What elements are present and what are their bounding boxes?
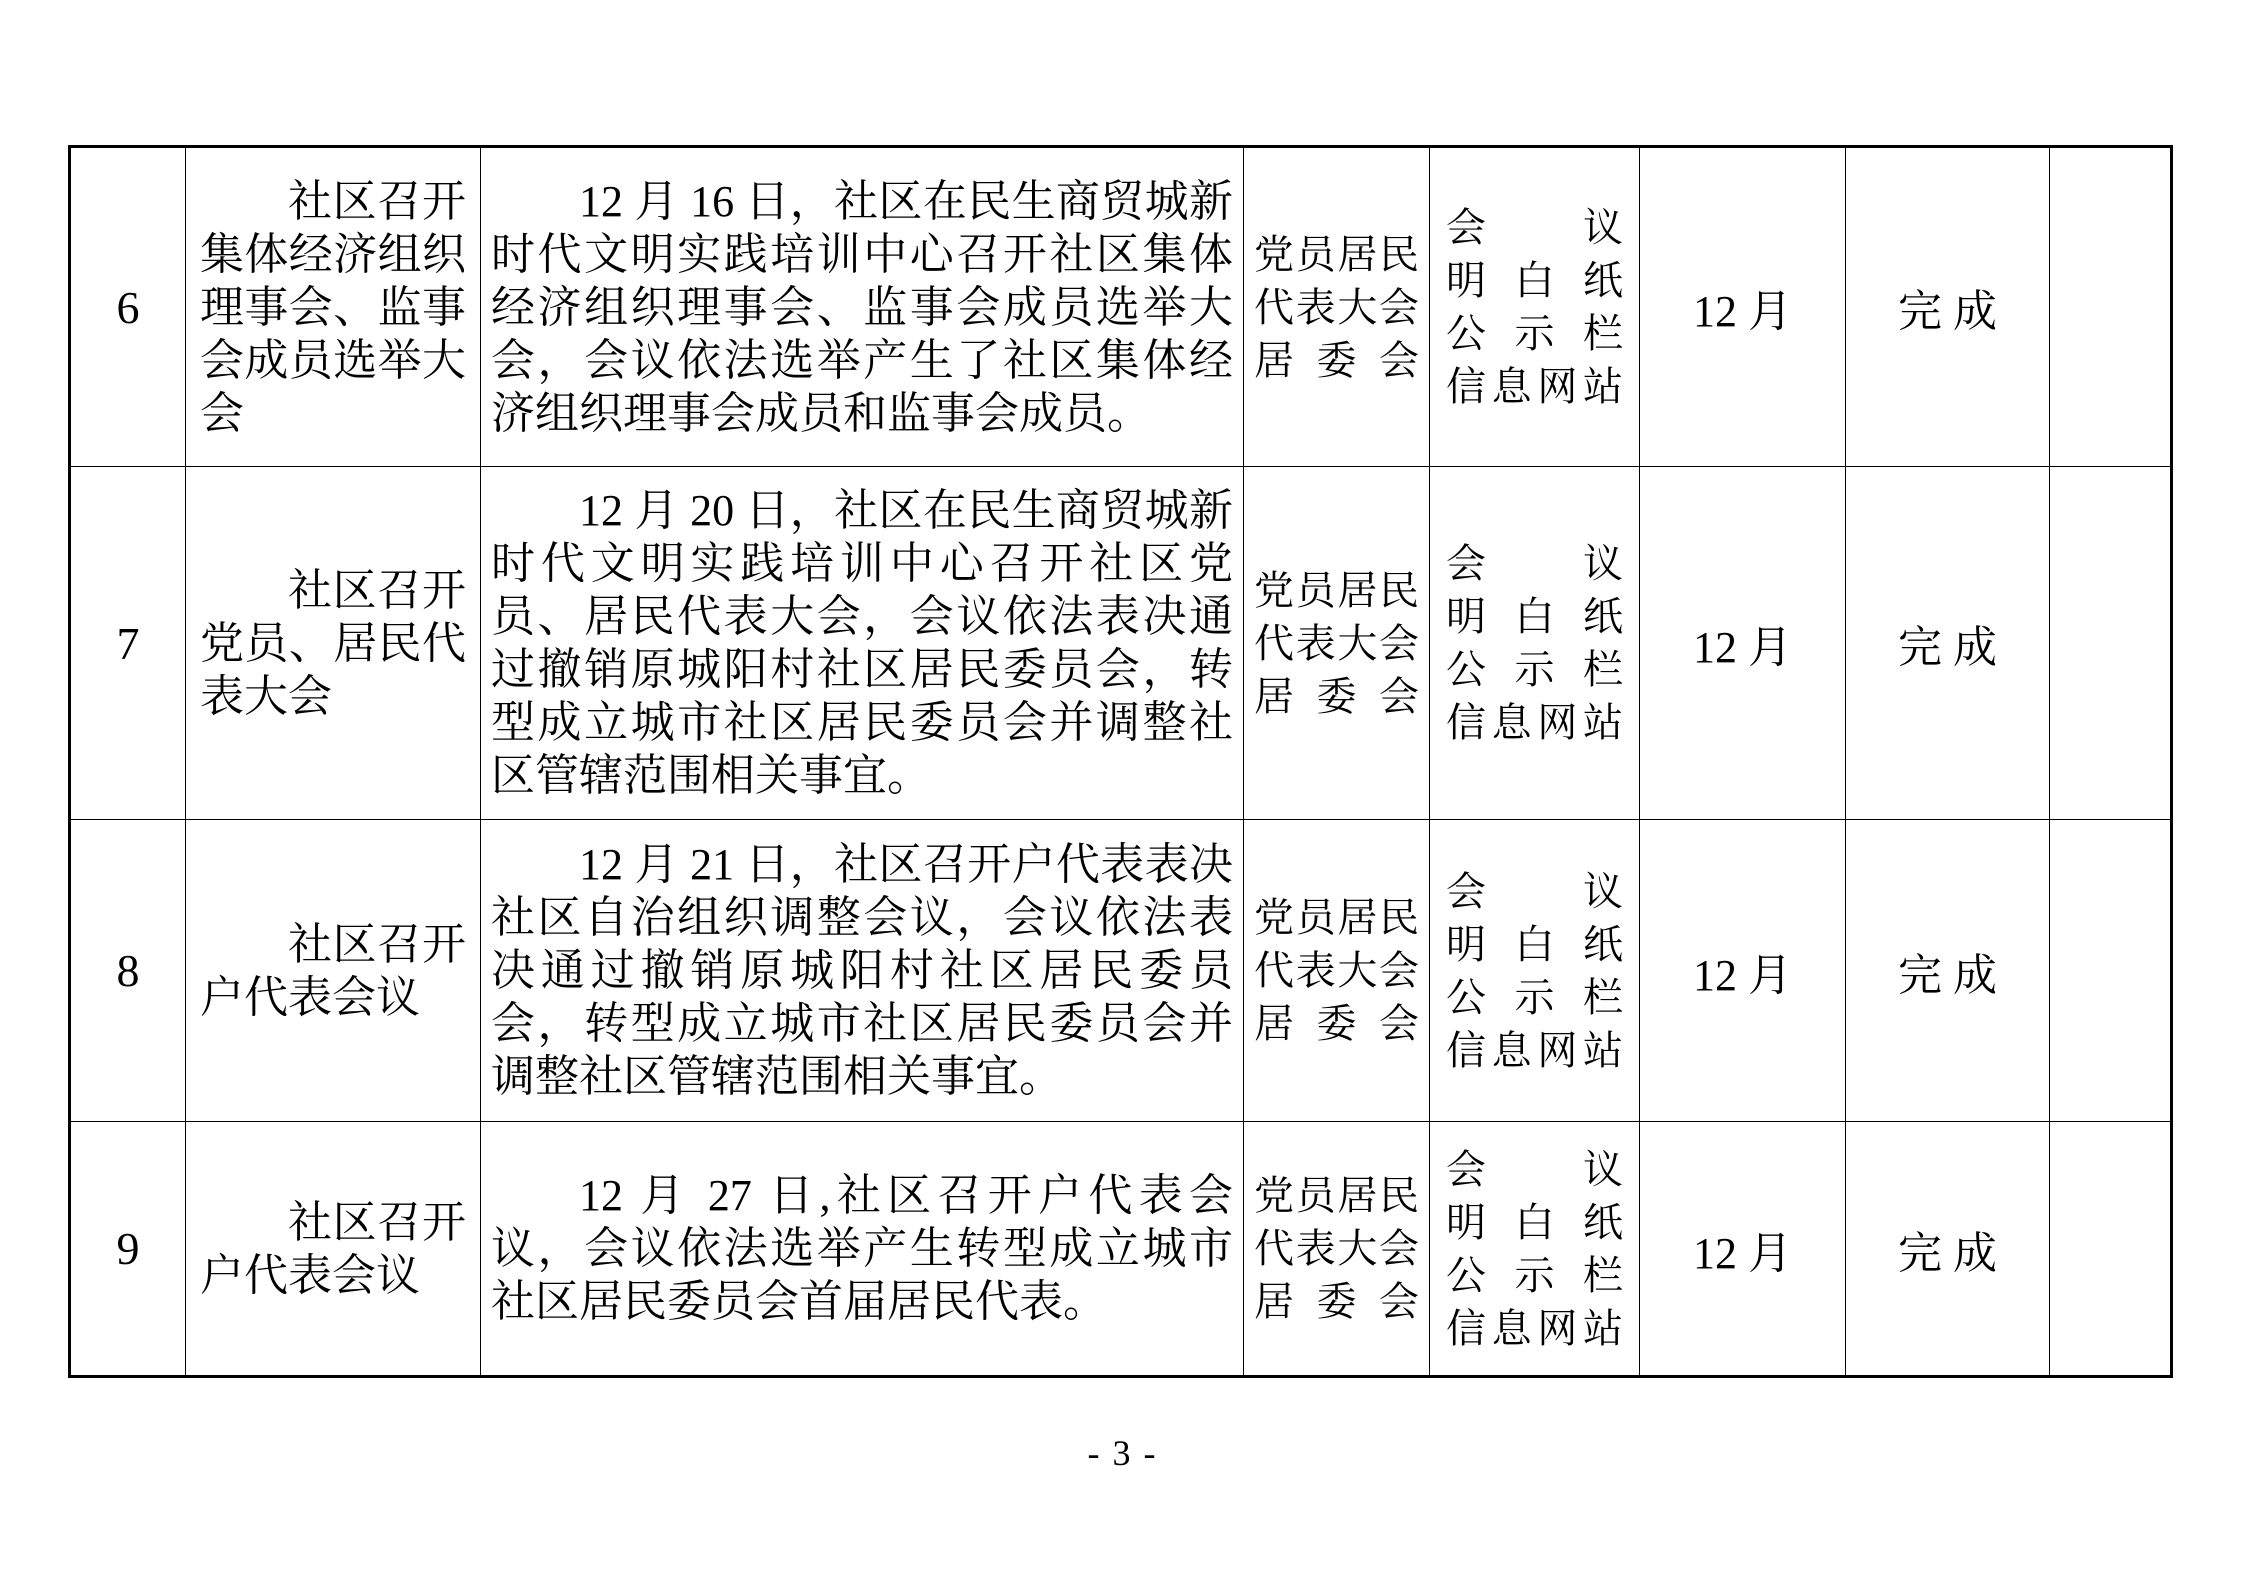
status-value: 完 成 xyxy=(1898,950,1997,1000)
publicity-line: 会议 xyxy=(1446,1146,1623,1192)
participants-cell xyxy=(1244,147,1430,467)
page-number: - 3 - xyxy=(1087,1433,1158,1473)
participants-line: 居委会 xyxy=(1254,1001,1419,1046)
status-cell xyxy=(1846,820,2050,1122)
publicity-cell xyxy=(1430,147,1640,467)
task-description-cell xyxy=(481,1122,1244,1377)
remark-cell xyxy=(2050,1122,2172,1377)
publicity-line: 信息网站 xyxy=(1446,700,1623,745)
publicity-line: 明白纸 xyxy=(1446,1199,1623,1245)
task-title-cell xyxy=(186,467,481,820)
task-description-cell xyxy=(481,467,1244,820)
month-value: 12 月 xyxy=(1693,1228,1792,1278)
publicity-cell xyxy=(1430,467,1640,820)
task-description: 12 月 21 日，社区召开户代表表决社区自治组织调整会议，会议依法表决通过撤销原城阳村社区居民委员会，转型成立城市社区居民委员会并调整社区管辖范围相关事宜。 xyxy=(491,840,1233,1101)
month-cell xyxy=(1640,147,1846,467)
month-value: 12 月 xyxy=(1693,287,1792,336)
task-title-cell xyxy=(186,820,481,1122)
participants-cell xyxy=(1244,467,1430,820)
table-row xyxy=(70,467,2172,820)
status-cell xyxy=(1846,1122,2050,1377)
publicity-cell xyxy=(1430,820,1640,1122)
row-number: 6 xyxy=(116,281,140,333)
task-title: 社区召开集体经济组织理事会、监事会成员选举大会 xyxy=(200,176,466,438)
row-number: 7 xyxy=(116,617,140,669)
participants-line: 代表大会 xyxy=(1254,284,1419,330)
publicity-line: 公示栏 xyxy=(1446,311,1623,356)
task-title: 社区召开户代表会议 xyxy=(200,1197,466,1300)
status-cell xyxy=(1846,147,2050,467)
task-description-cell xyxy=(481,820,1244,1122)
row-number-cell xyxy=(70,467,186,820)
participants-cell xyxy=(1244,1122,1430,1377)
remark-cell xyxy=(2050,147,2172,467)
publicity-line: 信息网站 xyxy=(1446,364,1623,409)
publicity-line: 公示栏 xyxy=(1446,1252,1623,1298)
row-number: 8 xyxy=(116,945,140,996)
month-value: 12 月 xyxy=(1693,950,1792,1000)
status-cell xyxy=(1846,467,2050,820)
month-cell xyxy=(1640,820,1846,1122)
publicity-cell xyxy=(1430,1122,1640,1377)
table-row xyxy=(70,1122,2172,1377)
participants-line: 代表大会 xyxy=(1254,620,1419,666)
participants-line: 党员居民 xyxy=(1254,895,1419,940)
participants-line: 代表大会 xyxy=(1254,1226,1419,1271)
task-title-cell xyxy=(186,147,481,467)
publicity-line: 公示栏 xyxy=(1446,974,1623,1020)
row-number: 9 xyxy=(116,1223,140,1274)
publicity-line: 会议 xyxy=(1446,205,1623,250)
publicity-line: 明白纸 xyxy=(1446,258,1623,303)
participants-line: 党员居民 xyxy=(1254,1173,1419,1218)
publicity-line: 明白纸 xyxy=(1446,594,1623,639)
remark-cell xyxy=(2050,820,2172,1122)
document-table xyxy=(68,145,2173,1378)
participants-line: 党员居民 xyxy=(1254,231,1419,277)
task-description-cell xyxy=(481,147,1244,467)
month-value: 12 月 xyxy=(1693,623,1792,672)
publicity-line: 信息网站 xyxy=(1446,1027,1623,1073)
task-title: 社区召开党员、居民代表大会 xyxy=(200,565,466,721)
row-number-cell xyxy=(70,1122,186,1377)
table-row xyxy=(70,147,2172,467)
row-number-cell xyxy=(70,147,186,467)
status-value: 完 成 xyxy=(1898,623,1997,672)
publicity-line: 公示栏 xyxy=(1446,647,1623,692)
task-description: 12 月 20 日，社区在民生商贸城新时代文明实践培训中心召开社区党员、居民代表大会，会议依法表决通过撤销原城阳村社区居民委员会，转型成立城市社区居民委员会并调整社区管辖范围相关事宜。 xyxy=(491,486,1233,800)
row-number-cell xyxy=(70,820,186,1122)
publicity-line: 信息网站 xyxy=(1446,1305,1623,1351)
status-value: 完 成 xyxy=(1898,1228,1997,1278)
participants-line: 代表大会 xyxy=(1254,948,1419,993)
remark-cell xyxy=(2050,467,2172,820)
month-cell xyxy=(1640,467,1846,820)
table-row xyxy=(70,820,2172,1122)
status-value: 完 成 xyxy=(1898,287,1997,336)
task-description: 12 月 27 日,社区召开户代表会议，会议依法选举产生转型成立城市社区居民委员会首届居民代表。 xyxy=(491,1171,1233,1326)
publicity-line: 会议 xyxy=(1446,541,1623,586)
task-description: 12 月 16 日，社区在民生商贸城新时代文明实践培训中心召开社区集体经济组织理事会、监事会成员选举大会，会议依法选举产生了社区集体经济组织理事会成员和监事会成员。 xyxy=(491,176,1233,438)
task-title-cell xyxy=(186,1122,481,1377)
task-title: 社区召开户代表会议 xyxy=(200,919,466,1022)
publicity-line: 会议 xyxy=(1446,868,1623,914)
publicity-line: 明白纸 xyxy=(1446,921,1623,967)
participants-line: 居委会 xyxy=(1254,673,1419,719)
participants-cell xyxy=(1244,820,1430,1122)
participants-line: 居委会 xyxy=(1254,1279,1419,1324)
month-cell xyxy=(1640,1122,1846,1377)
participants-line: 党员居民 xyxy=(1254,567,1419,613)
participants-line: 居委会 xyxy=(1254,337,1419,383)
